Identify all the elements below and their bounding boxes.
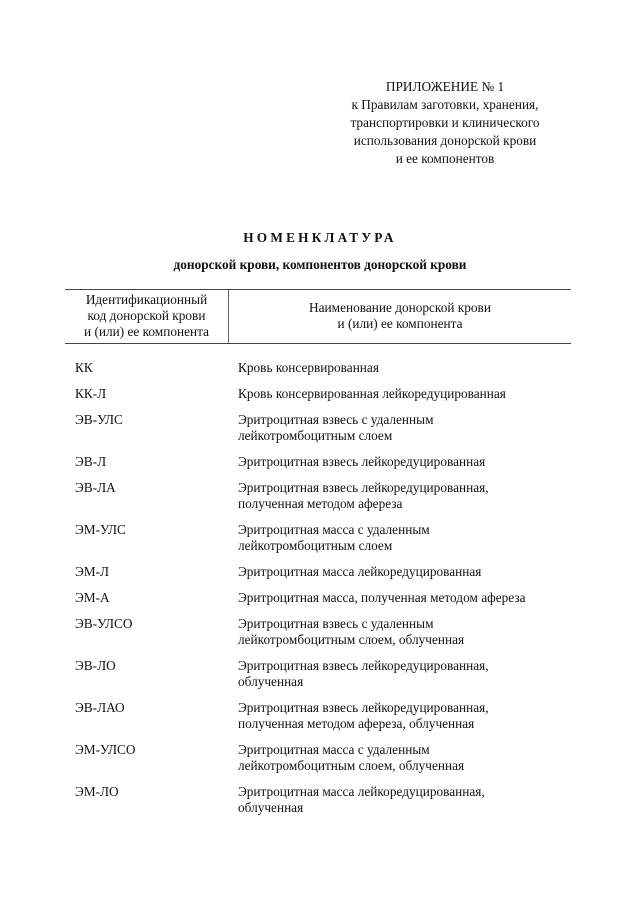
table-row (75, 412, 575, 444)
row-name (238, 742, 575, 774)
table-row (75, 522, 575, 554)
row-name-line: полученная методом афереза (238, 496, 403, 511)
row-name-line: Эритроцитная взвесь лейкоредуцированная, (238, 480, 489, 495)
table-row (75, 480, 575, 512)
appendix-line: ПРИЛОЖЕНИЕ № 1 (385, 79, 505, 94)
table-row (75, 360, 575, 376)
row-code: ЭВ-УЛСО (75, 616, 133, 631)
row-code: ЭМ-Л (75, 564, 110, 579)
header-code-line: код донорской крови (87, 308, 206, 323)
header-code-line: Идентификационный (85, 292, 208, 307)
row-name-line: Кровь консервированная лейкоредуцированная (238, 386, 506, 401)
row-name-line: Эритроцитная масса с удаленным (238, 522, 430, 537)
appendix-line: и ее компонентов (395, 151, 495, 166)
row-code: ЭМ-А (75, 590, 110, 605)
appendix-line: транспортировки и клинического (350, 115, 540, 130)
appendix-line: использования донорской крови (353, 133, 537, 148)
table-row (75, 658, 575, 690)
row-name-line: лейкотромбоцитным слоем, облученная (238, 758, 465, 773)
row-name (238, 454, 575, 470)
header-name-line: и (или) ее компонента (337, 316, 463, 331)
row-name (238, 564, 575, 580)
row-name (238, 700, 575, 732)
row-name (238, 590, 575, 606)
row-name (238, 784, 575, 816)
header-name-line: Наименование донорской крови (309, 300, 491, 315)
row-name-line: лейкотромбоцитным слоем (238, 428, 393, 443)
table-row (75, 564, 575, 580)
header-code-column (65, 292, 228, 340)
row-name (238, 522, 575, 554)
row-code: ЭМ-УЛС (75, 522, 126, 537)
document-subtitle: донорской крови, компонентов донорской крови (173, 257, 467, 272)
appendix-block (310, 78, 580, 168)
table-header (65, 289, 571, 344)
document-title: НОМЕНКЛАТУРА (243, 230, 397, 245)
row-code: ЭВ-ЛА (75, 480, 116, 495)
row-name-line: облученная (238, 674, 304, 689)
table-row (75, 616, 575, 648)
row-code: ЭМ-ЛО (75, 784, 119, 799)
row-name (238, 360, 575, 376)
table-row (75, 454, 575, 470)
row-code: КК (75, 360, 93, 375)
row-name-line: Эритроцитная масса лейкоредуцированная (238, 564, 482, 579)
header-code-line: и (или) ее компонента (84, 324, 209, 339)
row-code: ЭВ-ЛАО (75, 700, 125, 715)
row-code: КК-Л (75, 386, 107, 401)
row-name-line: Эритроцитная масса, полученная методом афереза (238, 590, 526, 605)
row-name (238, 616, 575, 648)
row-name (238, 658, 575, 690)
row-name-line: Эритроцитная масса лейкоредуцированная, (238, 784, 485, 799)
row-name (238, 480, 575, 512)
table-body (75, 360, 575, 816)
appendix-line: к Правилам заготовки, хранения, (351, 97, 539, 112)
table-row (75, 742, 575, 774)
table-row (75, 386, 575, 402)
row-code: ЭВ-Л (75, 454, 107, 469)
row-name-line: Эритроцитная взвесь лейкоредуцированная, (238, 658, 489, 673)
table-row (75, 784, 575, 816)
row-name-line: полученная методом афереза, облученная (238, 716, 475, 731)
row-code: ЭМ-УЛСО (75, 742, 136, 757)
row-code: ЭВ-УЛС (75, 412, 123, 427)
table-row (75, 700, 575, 732)
row-name (238, 412, 575, 444)
row-name-line: Эритроцитная взвесь лейкоредуцированная, (238, 700, 489, 715)
table-row (75, 590, 575, 606)
row-name-line: лейкотромбоцитным слоем, облученная (238, 632, 465, 647)
header-name-column (229, 300, 571, 332)
row-name-line: Кровь консервированная (238, 360, 379, 375)
row-code: ЭВ-ЛО (75, 658, 116, 673)
row-name (238, 386, 575, 402)
row-name-line: облученная (238, 800, 304, 815)
row-name-line: Эритроцитная взвесь с удаленным (238, 616, 434, 631)
row-name-line: Эритроцитная масса с удаленным (238, 742, 430, 757)
row-name-line: Эритроцитная взвесь с удаленным (238, 412, 434, 427)
row-name-line: лейкотромбоцитным слоем (238, 538, 393, 553)
row-name-line: Эритроцитная взвесь лейкоредуцированная (238, 454, 486, 469)
